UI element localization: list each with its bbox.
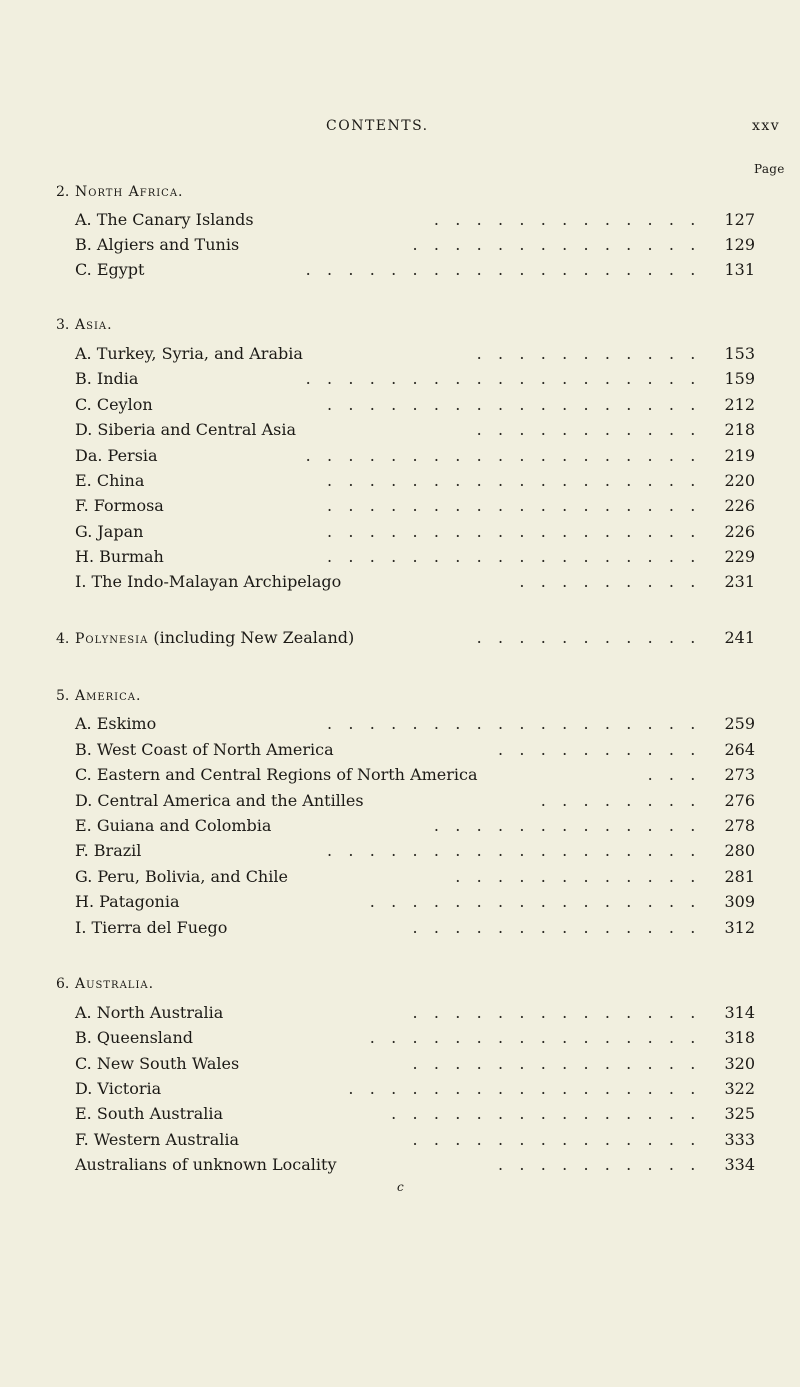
entry-label: H. Patagonia bbox=[75, 892, 180, 911]
entry-page-number: 127 bbox=[724, 210, 755, 229]
leader-dots: . . . . . . . . . . . . . . . . . . bbox=[326, 471, 701, 490]
entry-page-number: 220 bbox=[724, 471, 755, 490]
entry-page-number: 131 bbox=[724, 260, 755, 279]
entry-page-number: 231 bbox=[724, 572, 755, 591]
toc-entry[interactable] bbox=[75, 714, 755, 738]
page-folio: xxv bbox=[752, 118, 781, 134]
section-number: 6. bbox=[56, 976, 70, 992]
toc-entry[interactable] bbox=[75, 260, 755, 284]
toc-entry[interactable] bbox=[75, 816, 755, 840]
entry-label: C. Egypt bbox=[75, 260, 145, 279]
entry-label: D. Siberia and Central Asia bbox=[75, 420, 297, 439]
entry-label: A. North Australia bbox=[75, 1003, 224, 1022]
page-column-label: Page bbox=[754, 162, 785, 176]
section-heading bbox=[56, 317, 113, 333]
entry-label: F. Formosa bbox=[75, 496, 164, 515]
section-heading bbox=[56, 688, 141, 704]
leader-dots: . . . . . . . . . . . . . . bbox=[412, 1003, 701, 1022]
entry-label: B. Queensland bbox=[75, 1028, 194, 1047]
leader-dots: . . . . . . . . . . . . . . . . bbox=[369, 892, 701, 911]
entry-page-number: 318 bbox=[724, 1028, 755, 1047]
entry-page-number: 264 bbox=[724, 740, 755, 759]
entry-page-number: 129 bbox=[724, 235, 755, 254]
entry-page-number: 229 bbox=[724, 547, 755, 566]
section-title: Polynesia bbox=[75, 631, 149, 647]
entry-label: B. Algiers and Tunis bbox=[75, 235, 240, 254]
entry-page-number: 212 bbox=[724, 395, 755, 414]
leader-dots: . . . . . . . . . bbox=[519, 572, 701, 591]
toc-entry[interactable] bbox=[75, 235, 755, 259]
section-title: Australia. bbox=[75, 976, 155, 992]
leader-dots: . . . . . . . . . . . . . . . . . . bbox=[326, 496, 701, 515]
entry-page-number: 312 bbox=[724, 918, 755, 937]
entry-label: Da. Persia bbox=[75, 446, 158, 465]
leader-dots: . . . . . . . . . . . . . . . . bbox=[369, 1028, 701, 1047]
section-heading bbox=[56, 976, 154, 992]
section-number: 5. bbox=[56, 688, 70, 704]
toc-entry[interactable] bbox=[75, 547, 755, 571]
toc-entry[interactable] bbox=[75, 1130, 755, 1154]
entry-label: C. Eastern and Central Regions of North America bbox=[75, 765, 478, 784]
entry-label: I. Tierra del Fuego bbox=[75, 918, 228, 937]
entry-page-number: 322 bbox=[724, 1079, 755, 1098]
toc-entry[interactable] bbox=[75, 1054, 755, 1078]
leader-dots: . . . . . . . . . . . . . . . . . . bbox=[326, 547, 701, 566]
section-number: 4. bbox=[56, 631, 70, 647]
toc-entry[interactable] bbox=[75, 892, 755, 916]
section-title: North Africa. bbox=[75, 184, 184, 200]
toc-entry[interactable] bbox=[75, 210, 755, 234]
entry-label: A. Turkey, Syria, and Arabia bbox=[75, 344, 303, 363]
leader-dots: . . . . . . . . . . . . . . bbox=[412, 1130, 701, 1149]
entry-page-number: 281 bbox=[724, 867, 755, 886]
entry-page-number: 278 bbox=[724, 816, 755, 835]
toc-entry[interactable] bbox=[75, 1104, 755, 1128]
entry-page-number: 218 bbox=[724, 420, 755, 439]
entry-label: C. New South Wales bbox=[75, 1054, 240, 1073]
toc-entry[interactable] bbox=[75, 765, 755, 789]
leader-dots: . . . . . . . . . . . . . . bbox=[412, 1054, 701, 1073]
signature-mark: c bbox=[397, 1180, 404, 1194]
toc-entry[interactable] bbox=[56, 628, 755, 652]
entry-page-number: 320 bbox=[724, 1054, 755, 1073]
section-heading bbox=[56, 184, 184, 200]
leader-dots: . . . . . . . . . . . . . . . . . . bbox=[326, 395, 701, 414]
toc-entry[interactable] bbox=[75, 420, 755, 444]
entry-page-number: 276 bbox=[724, 791, 755, 810]
entry-page-number: 333 bbox=[724, 1130, 755, 1149]
entry-page-number: 153 bbox=[724, 344, 755, 363]
section-title: Asia. bbox=[75, 317, 113, 333]
entry-label: B. India bbox=[75, 369, 139, 388]
entry-label: F. Brazil bbox=[75, 841, 142, 860]
toc-entry[interactable] bbox=[75, 1003, 755, 1027]
toc-entry[interactable] bbox=[75, 496, 755, 520]
entry-page-number: 226 bbox=[724, 522, 755, 541]
leader-dots: . . . . . . . . . . . bbox=[476, 420, 701, 439]
entry-page-number: 280 bbox=[724, 841, 755, 860]
entry-page-number: 309 bbox=[724, 892, 755, 911]
entry-page-number: 259 bbox=[724, 714, 755, 733]
leader-dots: . . . . . . . . . . . . . . . . . bbox=[348, 1079, 701, 1098]
toc-entry[interactable] bbox=[75, 918, 755, 942]
toc-entry[interactable] bbox=[75, 791, 755, 815]
entry-page-number: 273 bbox=[724, 765, 755, 784]
entry-label: F. Western Australia bbox=[75, 1130, 239, 1149]
entry-label: E. Guiana and Colombia bbox=[75, 816, 272, 835]
entry-page-number: 314 bbox=[724, 1003, 755, 1022]
leader-dots: . . . . . . . . . . . . . . bbox=[412, 918, 701, 937]
leader-dots: . . . . . . . . . . . . . . . . . . . bbox=[305, 369, 701, 388]
leader-dots: . . . . . . . . . . . . . . . . . . bbox=[326, 714, 701, 733]
entry-page-number: 325 bbox=[724, 1104, 755, 1123]
running-head-title: CONTENTS. bbox=[326, 118, 429, 134]
entry-label: D. Victoria bbox=[75, 1079, 162, 1098]
leader-dots: . . . . . . . . . . . . . . . . . . . bbox=[305, 260, 701, 279]
section-number: 3. bbox=[56, 317, 70, 333]
entry-label: H. Burmah bbox=[75, 547, 164, 566]
entry-label: B. West Coast of North America bbox=[75, 740, 334, 759]
leader-dots: . . . . . . . . . . bbox=[497, 1155, 701, 1174]
entry-label: Australians of unknown Locality bbox=[75, 1155, 337, 1174]
entry-label: E. South Australia bbox=[75, 1104, 224, 1123]
toc-entry[interactable] bbox=[75, 1028, 755, 1052]
toc-entry[interactable] bbox=[75, 1079, 755, 1103]
section-number: 2. bbox=[56, 184, 70, 200]
leader-dots: . . . . . . . . bbox=[540, 791, 701, 810]
entry-label: D. Central America and the Antilles bbox=[75, 791, 364, 810]
entry-label: I. The Indo-Malayan Archipelago bbox=[75, 572, 342, 591]
toc-entry[interactable] bbox=[75, 369, 755, 393]
entry-page-number: 159 bbox=[724, 369, 755, 388]
entry-page-number: 219 bbox=[724, 446, 755, 465]
entry-page-number: 226 bbox=[724, 496, 755, 515]
leader-dots: . . . . . . . . . . bbox=[497, 740, 701, 759]
entry-label: E. China bbox=[75, 471, 145, 490]
toc-entry[interactable] bbox=[75, 344, 755, 368]
toc-entry[interactable] bbox=[75, 471, 755, 495]
leader-dots: . . . . . . . . . . . . . . . . . . . bbox=[305, 446, 701, 465]
toc-entry[interactable] bbox=[75, 572, 755, 596]
toc-entry[interactable] bbox=[75, 867, 755, 891]
entry-label: A. The Canary Islands bbox=[75, 210, 254, 229]
leader-dots: . . . . . . . . . . . bbox=[476, 628, 701, 647]
entry-label: G. Japan bbox=[75, 522, 144, 541]
toc-entry[interactable] bbox=[75, 1155, 755, 1179]
section-subtitle: (including New Zealand) bbox=[153, 628, 355, 647]
toc-entry[interactable] bbox=[75, 522, 755, 546]
entry-page-number: 241 bbox=[724, 628, 755, 647]
toc-entry[interactable] bbox=[75, 446, 755, 470]
entry-label: G. Peru, Bolivia, and Chile bbox=[75, 867, 288, 886]
entry-page-number: 334 bbox=[724, 1155, 755, 1174]
leader-dots: . . . . . . . . . . . . . . . . . . bbox=[326, 522, 701, 541]
entry-label: C. Ceylon bbox=[75, 395, 153, 414]
toc-entry[interactable] bbox=[75, 841, 755, 865]
leader-dots: . . . . . . . . . . . . . . . bbox=[391, 1104, 701, 1123]
section-title: America. bbox=[75, 688, 142, 704]
leader-dots: . . . bbox=[647, 765, 701, 784]
toc-entry[interactable] bbox=[75, 395, 755, 419]
entry-label: A. Eskimo bbox=[75, 714, 157, 733]
entry-label bbox=[56, 628, 354, 647]
leader-dots: . . . . . . . . . . . . . bbox=[433, 210, 701, 229]
toc-entry[interactable] bbox=[75, 740, 755, 764]
leader-dots: . . . . . . . . . . . bbox=[476, 344, 701, 363]
leader-dots: . . . . . . . . . . . . bbox=[455, 867, 701, 886]
leader-dots: . . . . . . . . . . . . . bbox=[433, 816, 701, 835]
leader-dots: . . . . . . . . . . . . . . bbox=[412, 235, 701, 254]
leader-dots: . . . . . . . . . . . . . . . . . . bbox=[326, 841, 701, 860]
running-head bbox=[0, 118, 800, 138]
